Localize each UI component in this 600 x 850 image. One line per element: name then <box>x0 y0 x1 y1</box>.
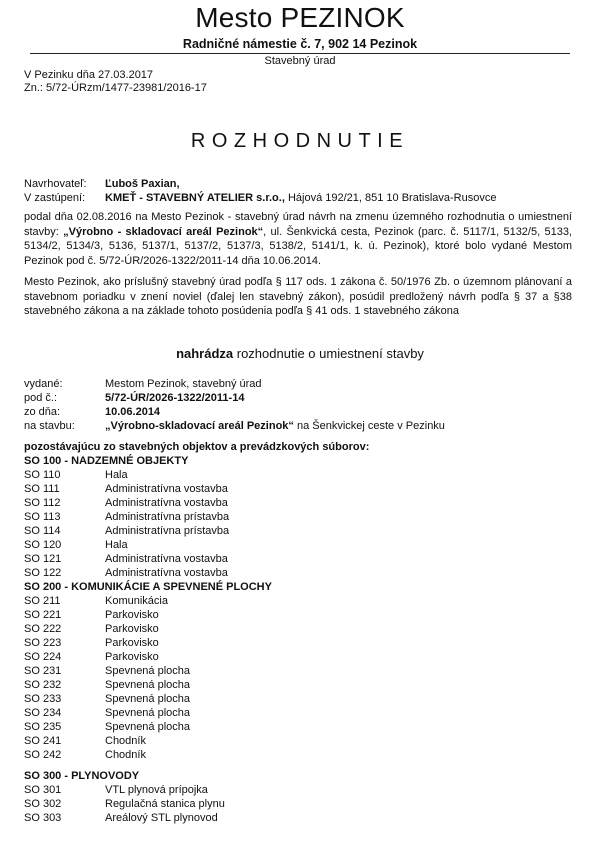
group-title: SO 100 - NADZEMNÉ OBJEKTY <box>24 455 189 467</box>
object-name: Spevnená plocha <box>105 679 191 691</box>
object-name: Administratívna vostavba <box>105 553 228 565</box>
object-code: SO 113 <box>24 511 61 523</box>
representative <box>105 192 496 204</box>
replace-verb: nahrádza <box>176 346 234 361</box>
object-name: Administratívna prístavba <box>105 511 230 523</box>
applicant-name: Ľuboš Paxian, <box>105 178 180 190</box>
paragraph-text: , ul. Šenkvická cesta, Pezinok (parc. č. 5117/1, 5132/5, 5133, 5134/2, 5134/3, 5136, 5137/1, 5137/2, 5137/3, 5138/2, 5141/1, k. ú. Pezinok), ktoré bolo vydané Mestom Pezinok pod č. 5/72-ÚR/2026-1322/2011-14 dňa 10.06.2014. <box>24 225 572 267</box>
object-code: SO 121 <box>24 553 62 565</box>
object-code: SO 235 <box>24 721 62 733</box>
object-code: SO 122 <box>24 567 62 579</box>
object-code: SO 242 <box>24 749 62 761</box>
object-code: SO 224 <box>24 651 62 663</box>
objects-list-intro: pozostávajúcu zo stavebných objektov a prevádzkových súborov: <box>24 441 370 453</box>
object-code: SO 233 <box>24 693 62 705</box>
object-name: VTL plynová prípojka <box>105 784 208 796</box>
object-code: SO 211 <box>24 595 61 607</box>
object-name: Parkovisko <box>105 637 159 649</box>
object-name: Spevnená plocha <box>105 707 191 719</box>
object-name: Administratívna vostavba <box>105 567 228 579</box>
object-code: SO 302 <box>24 798 62 810</box>
object-code: SO 241 <box>24 735 62 747</box>
object-code: SO 222 <box>24 623 62 635</box>
office-address: Radničné námestie č. 7, 902 14 Pezinok <box>182 37 418 51</box>
object-name: Hala <box>105 469 128 481</box>
decision-heading: ROZHODNUTIE <box>190 130 410 152</box>
representative-name: KMEŤ - STAVEBNÝ ATELIER s.r.o., <box>105 192 285 204</box>
object-name: Chodník <box>105 735 146 747</box>
group-title: SO 200 - KOMUNIKÁCIE A SPEVNENÉ PLOCHY <box>24 581 272 593</box>
object-name: Regulačná stanica plynu <box>105 798 225 810</box>
object-code: SO 232 <box>24 679 62 691</box>
place-date: V Pezinku dňa 27.03.2017 <box>24 69 154 81</box>
group-title: SO 300 - PLYNOVODY <box>24 770 140 782</box>
replace-statement <box>0 346 600 361</box>
object-name: Administratívna vostavba <box>105 497 228 509</box>
representative-address: Hájová 192/21, 851 10 Bratislava-Rusovce <box>284 192 497 204</box>
number-label: pod č.: <box>24 392 58 404</box>
paragraph-application <box>24 210 572 268</box>
object-code: SO 231 <box>24 665 62 677</box>
object-code: SO 110 <box>24 469 61 481</box>
number-value: 5/72-ÚR/2026-1322/2011-14 <box>105 392 245 404</box>
object-code: SO 301 <box>24 784 62 796</box>
issued-label: vydané: <box>24 378 63 390</box>
object-name: Administratívna vostavba <box>105 483 228 495</box>
office-name: Stavebný úrad <box>264 55 336 67</box>
object-name: Parkovisko <box>105 651 159 663</box>
applicant-label: Navrhovateľ: <box>24 178 87 190</box>
object-name: Komunikácia <box>105 595 168 607</box>
object-code: SO 303 <box>24 812 62 824</box>
object-code: SO 120 <box>24 539 62 551</box>
reference-number: Zn.: 5/72-ÚRzm/1477-23981/2016-17 <box>24 82 207 94</box>
object-code: SO 234 <box>24 707 62 719</box>
object-name: Hala <box>105 539 128 551</box>
object-name: Areálový STL plynovod <box>105 812 218 824</box>
issued-value: Mestom Pezinok, stavebný úrad <box>105 378 262 390</box>
object-name: Spevnená plocha <box>105 693 191 705</box>
object-code: SO 223 <box>24 637 62 649</box>
object-name: Chodník <box>105 749 146 761</box>
object-name: Administratívna prístavba <box>105 525 230 537</box>
building-label: na stavbu: <box>24 420 75 432</box>
header-divider <box>30 53 570 54</box>
object-name: Spevnená plocha <box>105 721 191 733</box>
object-code: SO 112 <box>24 497 61 509</box>
building-name: „Výrobno-skladovací areál Pezinok“ <box>105 420 294 432</box>
object-code: SO 221 <box>24 609 62 621</box>
date-label: zo dňa: <box>24 406 61 418</box>
paragraph-text: podal dňa 02.08.2016 na Mesto Pezinok - stavebný úrad návrh na zmenu územného rozhodnutia o umiestnení stavby: <box>24 211 572 238</box>
object-name: Parkovisko <box>105 623 159 635</box>
building-value <box>105 420 445 432</box>
object-code: SO 111 <box>24 483 60 495</box>
object-code: SO 114 <box>24 525 61 537</box>
object-name: Parkovisko <box>105 609 159 621</box>
date-value: 10.06.2014 <box>105 406 161 418</box>
object-name: Spevnená plocha <box>105 665 191 677</box>
paragraph-assessment: Mesto Pezinok, ako príslušný stavebný úrad podľa § 117 ods. 1 zákona č. 50/1976 Zb. o územnom plánovaní a stavebnom poriadku v znení noviel (ďalej len stavebný zákon), posúdil predložený návrh podľa § 37 a §38 stavebného zákona a na základe tohoto posúdenia podľa § 41 ods. 1 stavebného zákona <box>24 276 572 317</box>
representative-label: V zastúpení: <box>24 192 86 204</box>
replace-text: rozhodnutie o umiestnení stavby <box>233 346 424 361</box>
page-title: Mesto PEZINOK <box>195 2 405 33</box>
building-name-bold: „Výrobno - skladovací areál Pezinok“ <box>63 225 264 238</box>
building-location: na Šenkvickej ceste v Pezinku <box>293 420 445 432</box>
